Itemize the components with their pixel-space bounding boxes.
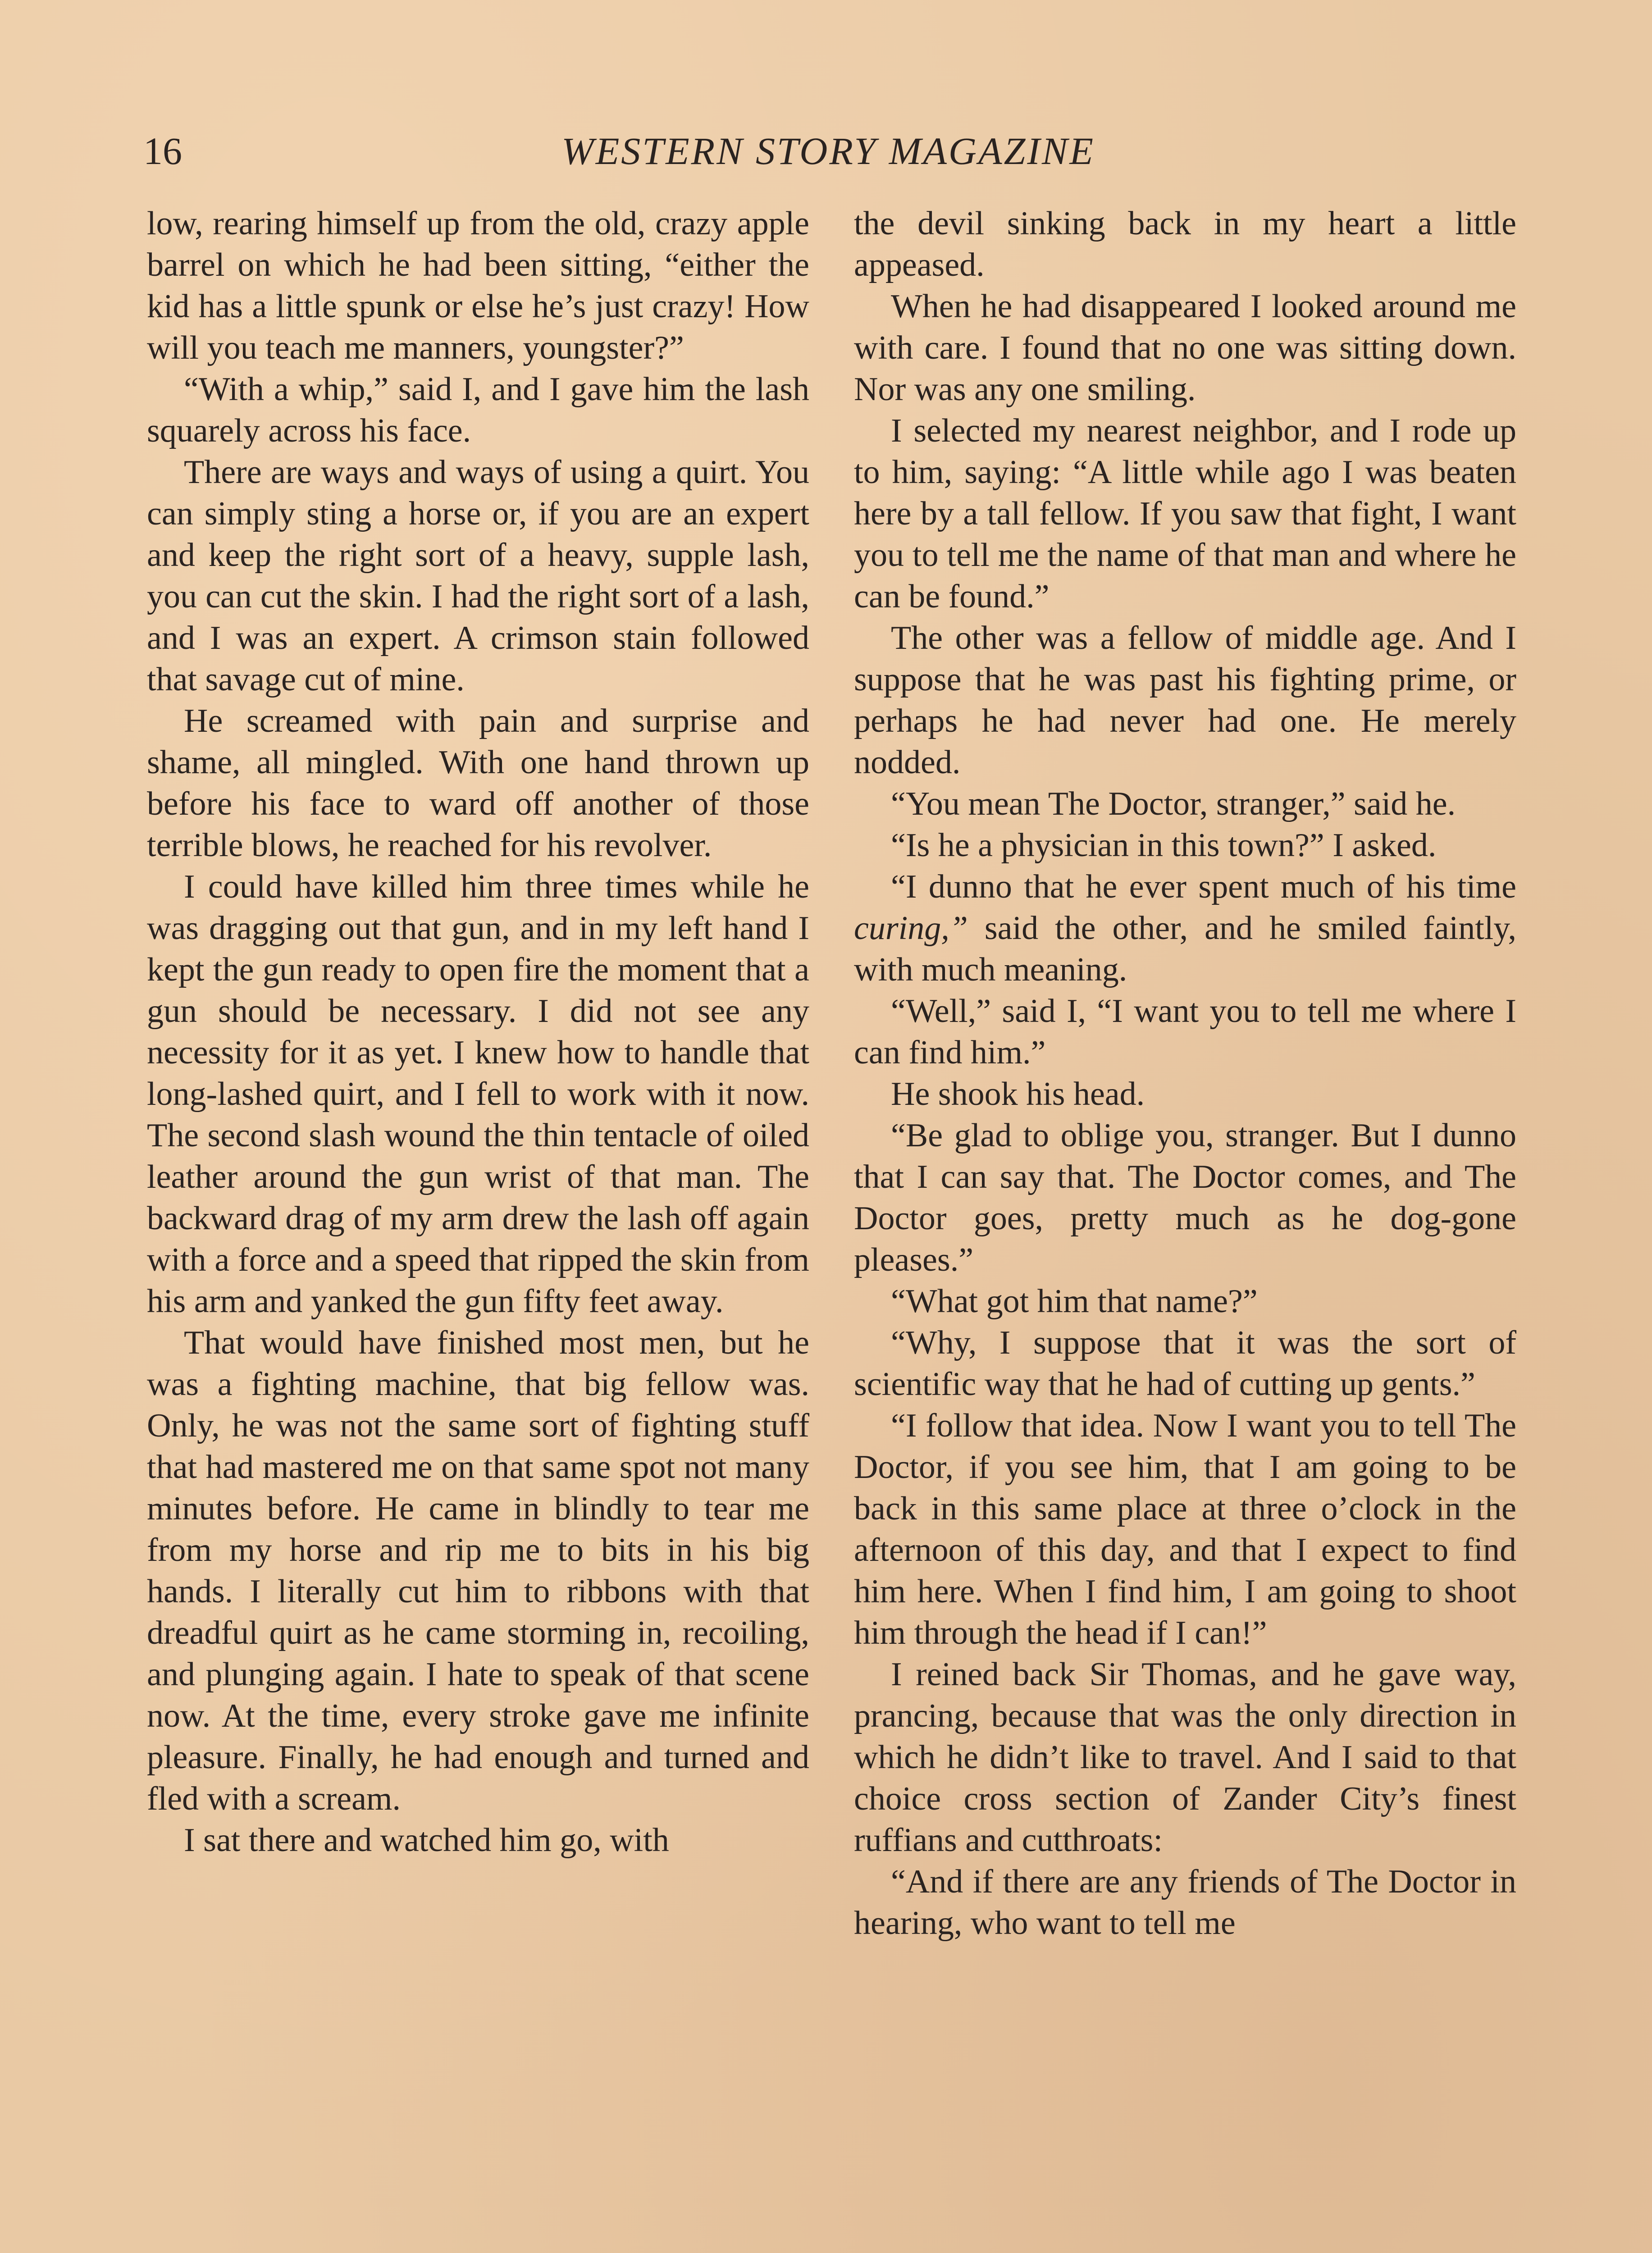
paragraph: “And if there are any friends of The Doctor in hearing, who want to tell me xyxy=(854,1863,1516,1942)
paragraph: I sat there and watched him go, with xyxy=(184,1822,669,1859)
paragraph-text: “I dunno that he ever spent much of his time xyxy=(891,868,1516,905)
paragraph: He shook his head. xyxy=(891,1076,1145,1113)
paragraph xyxy=(854,866,1516,990)
italic-text: curing,” xyxy=(854,910,968,947)
running-head: WESTERN STORY MAGAZINE xyxy=(561,129,1095,173)
paragraph: “You mean The Doctor, stranger,” said he. xyxy=(891,785,1456,822)
paragraph: low, rearing himself up from the old, crazy apple barrel on which he had been sitting, “either the kid has a little spunk or else he’s just crazy! How will you teach me manners, youngster?” xyxy=(147,205,809,366)
paragraph: I selected my nearest neighbor, and I rode up to him, saying: “A little while ago I was beaten here by a tall fellow. If you saw that fight, I want you to tell me the name of that man and where he can be found.” xyxy=(854,412,1516,615)
paragraph-text: said the other, and he smiled faintly, with much meaning. xyxy=(854,910,1517,988)
paragraph: “Well,” said I, “I want you to tell me where I can find him.” xyxy=(854,993,1516,1071)
paragraph: The other was a fellow of middle age. And I suppose that he was past his fighting prime, or perhaps he had never had one. He merely nodded. xyxy=(854,620,1516,781)
paragraph: the devil sinking back in my heart a little appeased. xyxy=(854,205,1516,283)
page-header xyxy=(143,122,1513,189)
left-column xyxy=(147,203,809,1861)
paragraph: I could have killed him three times while he was dragging out that gun, and in my left hand I kept the gun ready to open fire the moment that a gun should be necessary. I did not see any necessity for it as yet. I knew how to handle that long-lashed quirt, and I fell to work with it now. The second slash wound the thin tentacle of oiled leather around the gun wrist of that man. The backward drag of my arm drew the lash off again with a force and a speed that ripped the skin from his arm and yanked the gun fifty feet away. xyxy=(147,868,809,1320)
page-number: 16 xyxy=(143,129,182,173)
paragraph: I reined back Sir Thomas, and he gave way, prancing, because that was the only direction in which he didn’t like to travel. And I said to that choice cross section of Zander City’s finest ruffians and cutthroats: xyxy=(854,1656,1516,1859)
paragraph: “Is he a physician in this town?” I asked. xyxy=(891,827,1437,864)
right-column xyxy=(854,203,1516,1944)
paragraph: “Why, I suppose that it was the sort of scientific way that he had of cutting up gents.” xyxy=(854,1324,1516,1403)
paragraph: “I follow that idea. Now I want you to tell The Doctor, if you see him, that I am going to be back in this same place at three o’clock in the afternoon of this day, and that I expect to find him here. When I find him, I am going to shoot him through the head if I can!” xyxy=(854,1407,1516,1651)
paragraph: There are ways and ways of using a quirt. You can simply sting a horse or, if you are an expert and keep the right sort of a heavy, supple lash, you can cut the skin. I had the right sort of a lash, and I was an expert. A crimson stain followed that savage cut of mine. xyxy=(147,454,809,698)
paragraph: He screamed with pain and surprise and shame, all mingled. With one hand thrown up before his face to ward off another of those terrible blows, he reached for his revolver. xyxy=(147,702,809,864)
paragraph: That would have finished most men, but he was a fighting machine, that big fellow was. Only, he was not the same sort of fighting stuff that had mastered me on that same spot not many minutes before. He came in blindly to tear me from my horse and rip me to bits in his big hands. I literally cut him to ribbons with that dreadful quirt as he came storming in, recoiling, and plunging again. I hate to speak of that scene now. At the time, every stroke gave me infinite pleasure. Finally, he had enough and turned and fled with a scream. xyxy=(147,1324,809,1817)
paragraph: “What got him that name?” xyxy=(891,1283,1258,1320)
paragraph: “Be glad to oblige you, stranger. But I dunno that I can say that. The Doctor comes, and The Doctor goes, pretty much as he dog-gone pleases.” xyxy=(854,1117,1516,1278)
paragraph: “With a whip,” said I, and I gave him the lash squarely across his face. xyxy=(147,371,809,449)
paragraph: When he had disappeared I looked around me with care. I found that no one was sitting down. Nor was any one smiling. xyxy=(854,288,1516,408)
